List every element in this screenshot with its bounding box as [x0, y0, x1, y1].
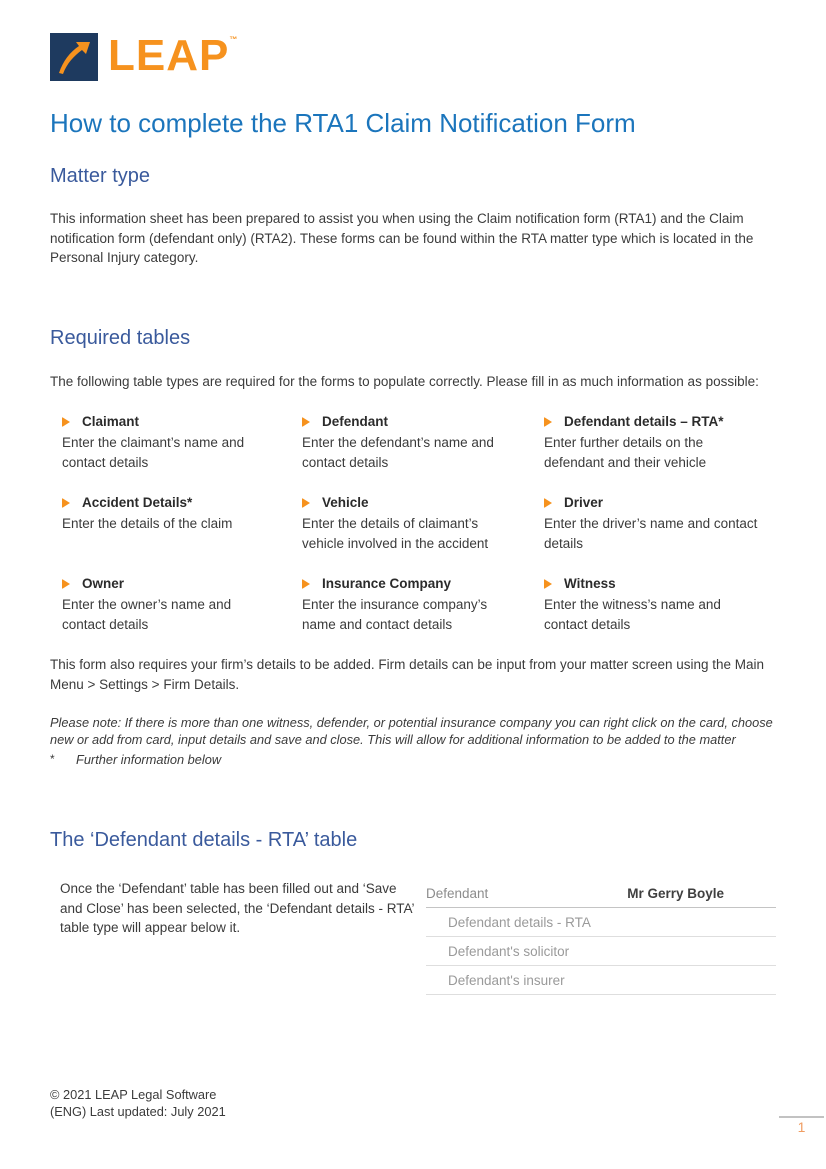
table-item-label: Claimant: [82, 414, 140, 429]
leap-logo-text: LEAP™: [108, 31, 239, 80]
table-item-description: Enter the owner’s name and contact details: [62, 597, 232, 632]
table-item-description: Enter the insurance company’s name and contact details: [302, 597, 488, 632]
defendant-name-value: Mr Gerry Boyle: [627, 885, 724, 901]
page-number-rule: [779, 1116, 824, 1118]
arrow-bullet-icon: [62, 579, 70, 589]
defendant-details-section: [50, 879, 776, 995]
table-item-witness: [544, 574, 786, 634]
sub-row-label: Defendant's insurer: [448, 972, 565, 988]
table-item-label: Insurance Company: [322, 576, 452, 591]
please-note-paragraph: Please note: If there is more than one witness, defender, or potential insurance company you can right click on the card, choose new or add from card, input details and save and close. This will allow for additional information to be added to the matter: [50, 715, 773, 747]
table-item-label: Defendant details – RTA*: [564, 414, 724, 429]
table-item-claimant: [62, 412, 302, 472]
table-item-vehicle: [302, 493, 544, 553]
table-item-description: Enter the driver’s name and contact details: [544, 516, 758, 551]
arrow-bullet-icon: [544, 417, 552, 427]
table-item-description: Enter the defendant’s name and contact details: [302, 435, 494, 470]
last-updated-line: (ENG) Last updated: July 2021: [50, 1104, 226, 1119]
table-item-description: Enter the witness’s name and contact details: [544, 597, 721, 632]
arrow-bullet-icon: [62, 498, 70, 508]
table-item-description: Enter the details of claimant’s vehicle involved in the accident: [302, 516, 489, 551]
table-item-label: Accident Details*: [82, 495, 193, 510]
page-number: 1: [797, 1119, 806, 1135]
table-item-description: Enter the details of the claim: [62, 516, 233, 531]
table-row[interactable]: [426, 966, 776, 995]
table-row[interactable]: [426, 879, 776, 908]
required-tables-intro: The following table types are required for the forms to populate correctly. Please fill in as much information as possible:: [50, 373, 759, 389]
table-item-label: Defendant: [322, 414, 389, 429]
trademark-symbol: ™: [229, 35, 239, 44]
table-item-label: Vehicle: [322, 495, 369, 510]
table-item-accident-details: [62, 493, 302, 553]
defendant-row-label: Defendant: [426, 885, 489, 901]
table-row[interactable]: [426, 937, 776, 966]
firm-details-paragraph: This form also requires your firm’s details to be added. Firm details can be input from your matter screen using the Main Menu > Settings > Firm Details.: [50, 657, 765, 692]
copyright-line: © 2021 LEAP Legal Software: [50, 1087, 217, 1102]
table-item-insurance-company: [302, 574, 544, 634]
defendant-table-screenshot: [426, 879, 776, 995]
table-row[interactable]: [426, 908, 776, 937]
table-item-label: Driver: [564, 495, 604, 510]
table-item-label: Witness: [564, 576, 616, 591]
arrow-bullet-icon: [544, 498, 552, 508]
section-heading-defendant-details: The ‘Defendant details - RTA’ table: [50, 829, 358, 851]
required-tables-grid: [62, 412, 776, 634]
leap-flag-icon: [50, 33, 98, 81]
arrow-bullet-icon: [62, 417, 70, 427]
table-item-defendant: [302, 412, 544, 472]
table-item-label: Owner: [82, 576, 125, 591]
matter-type-paragraph: This information sheet has been prepared to assist you when using the Claim notification form (RTA1) and the Claim notification form (defendant only) (RTA2). These forms can be found within the RTA matter type which is located in the Personal Injury category.: [50, 211, 754, 265]
section-heading-required-tables: Required tables: [50, 326, 191, 349]
section-heading-matter-type: Matter type: [50, 165, 151, 187]
defendant-details-paragraph: Once the ‘Defendant’ table has been filled out and ‘Save and Close’ has been selected, the ‘Defendant details - RTA’ table type will appear below it.: [60, 881, 414, 935]
asterisk-footnote: [50, 751, 776, 768]
footer: [50, 1086, 226, 1120]
table-item-defendant-details-rta: [544, 412, 786, 472]
page-title: How to complete the RTA1 Claim Notification Form: [50, 108, 636, 138]
arrow-bullet-icon: [544, 579, 552, 589]
arrow-bullet-icon: [302, 417, 310, 427]
table-item-description: Enter the claimant’s name and contact details: [62, 435, 245, 470]
table-item-description: Enter further details on the defendant and their vehicle: [544, 435, 707, 470]
arrow-bullet-icon: [302, 579, 310, 589]
sub-row-label: Defendant details - RTA: [448, 914, 591, 930]
leap-logo: [50, 33, 776, 81]
asterisk-footnote-text: Further information below: [76, 752, 222, 767]
sub-row-label: Defendant's solicitor: [448, 943, 570, 959]
table-item-owner: [62, 574, 302, 634]
arrow-bullet-icon: [302, 498, 310, 508]
asterisk-icon: *: [50, 752, 55, 766]
table-item-driver: [544, 493, 786, 553]
